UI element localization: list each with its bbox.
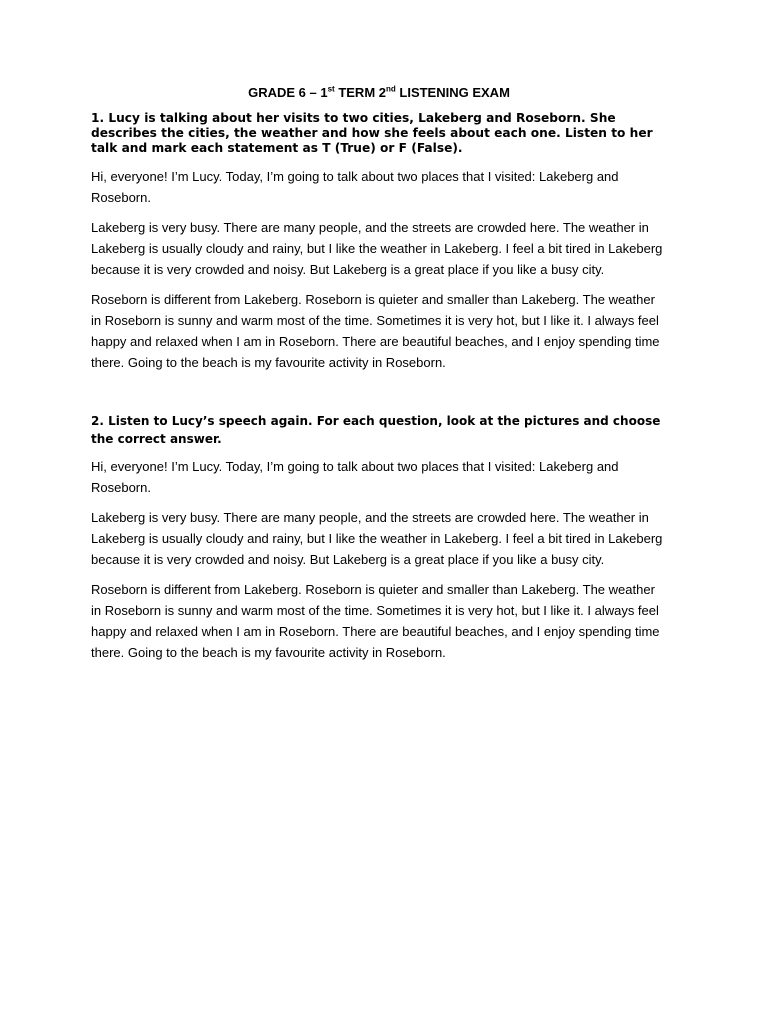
question-2-paragraph-1: Hi, everyone! I’m Lucy. Today, I’m going to talk about two places that I visited: Lakeberg and Roseborn. bbox=[91, 459, 619, 495]
title-sup-nd: nd bbox=[386, 84, 396, 94]
question-2-paragraph-2: Lakeberg is very busy. There are many people, and the streets are crowded here. The weather in Lakeberg is usually cloudy and rainy, but I like the weather in Lakeberg. I feel a bit tired in Lakeberg because it is very crowded and noisy. But Lakeberg is a great place if you like a busy city. bbox=[91, 510, 663, 567]
title-middle: TERM 2 bbox=[334, 85, 386, 100]
title-suffix: LISTENING EXAM bbox=[395, 85, 510, 100]
document-page bbox=[91, 84, 667, 672]
section-spacer bbox=[91, 382, 667, 412]
question-1-paragraph-1: Hi, everyone! I’m Lucy. Today, I’m going to talk about two places that I visited: Lakeberg and Roseborn. bbox=[91, 169, 619, 205]
question-2-heading: 2. Listen to Lucy’s speech again. For each question, look at the pictures and choose the correct answer. bbox=[91, 414, 661, 446]
title-prefix: GRADE 6 – 1 bbox=[248, 85, 328, 100]
title-sup-st: st bbox=[327, 84, 335, 94]
question-1-paragraph-3: Roseborn is different from Lakeberg. Roseborn is quieter and smaller than Lakeberg. The weather in Roseborn is sunny and warm most of the time. Sometimes it is very hot, but I like it. I always feel happy and relaxed when I am in Roseborn. There are beautiful beaches, and I enjoy spending time there. Going to the beach is my favourite activity in Roseborn. bbox=[91, 292, 660, 370]
question-2-paragraph-3: Roseborn is different from Lakeberg. Roseborn is quieter and smaller than Lakeberg. The weather in Roseborn is sunny and warm most of the time. Sometimes it is very hot, but I like it. I always feel happy and relaxed when I am in Roseborn. There are beautiful beaches, and I enjoy spending time there. Going to the beach is my favourite activity in Roseborn. bbox=[91, 582, 660, 660]
question-1-paragraph-2: Lakeberg is very busy. There are many people, and the streets are crowded here. The weather in Lakeberg is usually cloudy and rainy, but I like the weather in Lakeberg. I feel a bit tired in Lakeberg because it is very crowded and noisy. But Lakeberg is a great place if you like a busy city. bbox=[91, 220, 663, 277]
exam-title bbox=[91, 84, 667, 101]
question-1-heading: 1. Lucy is talking about her visits to two cities, Lakeberg and Roseborn. She describes the cities, the weather and how she feels about each one. Listen to her talk and mark each statement as T (True) or F (False). bbox=[91, 111, 653, 155]
